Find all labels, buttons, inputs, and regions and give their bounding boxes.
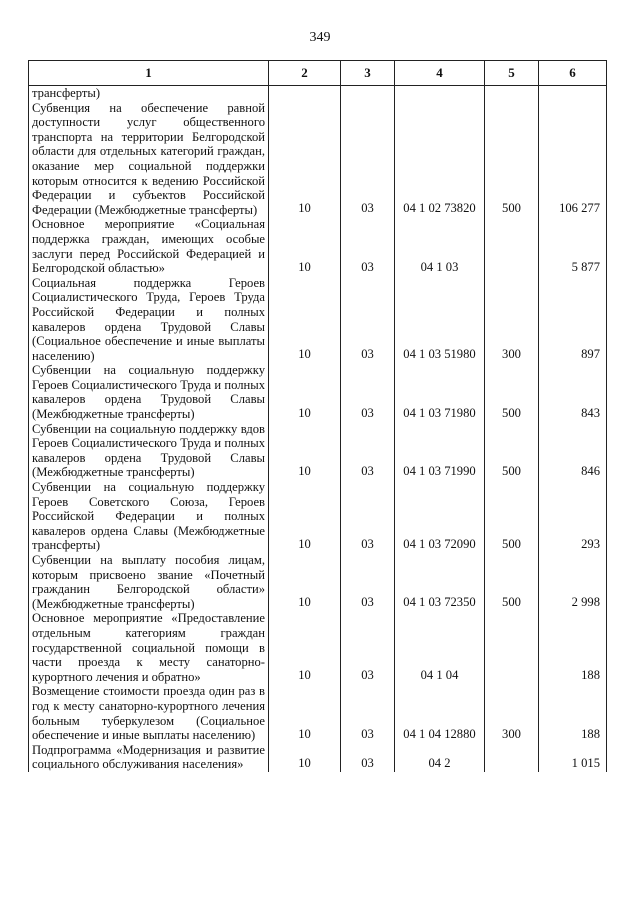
cell-amount <box>539 86 607 101</box>
table-row <box>29 480 607 553</box>
cell-amount: 188 <box>539 684 607 742</box>
cell-section: 10 <box>269 101 341 218</box>
row-description: Субвенции на выплату пособия лицам, которым присвоено звание «Почетный гражданин Белгородской области» (Межбюджетные трансферты) <box>29 553 269 611</box>
cell-expense-type: 500 <box>485 363 539 421</box>
row-description: Основное мероприятие «Социальная поддержка граждан, имеющих особые заслуги перед Российской Федерацией и Белгородской областью» <box>29 217 269 275</box>
column-header: 4 <box>395 61 485 86</box>
table-row <box>29 684 607 742</box>
table-header-row <box>29 61 607 86</box>
cell-section: 10 <box>269 553 341 611</box>
row-description: Субвенции на социальную поддержку вдов Героев Социалистического Труда и полных кавалеров ордена Трудовой Славы (Межбюджетные трансферты) <box>29 422 269 480</box>
cell-target-article: 04 1 03 <box>395 217 485 275</box>
cell-subsection: 03 <box>341 743 395 772</box>
cell-amount: 188 <box>539 611 607 684</box>
cell-subsection: 03 <box>341 276 395 364</box>
cell-target-article <box>395 86 485 101</box>
cell-expense-type: 500 <box>485 553 539 611</box>
cell-amount: 293 <box>539 480 607 553</box>
cell-section: 10 <box>269 684 341 742</box>
row-description: Подпрограмма «Модернизация и развитие социального обслуживания населения» <box>29 743 269 772</box>
table-row <box>29 101 607 218</box>
row-description: Возмещение стоимости проезда один раз в год к месту санаторно-курортного лечения больным туберкулезом (Социальное обеспечение и иные выплаты населению) <box>29 684 269 742</box>
cell-subsection: 03 <box>341 422 395 480</box>
table-row <box>29 553 607 611</box>
column-header: 2 <box>269 61 341 86</box>
cell-subsection: 03 <box>341 553 395 611</box>
table-row <box>29 276 607 364</box>
cell-section <box>269 86 341 101</box>
cell-subsection: 03 <box>341 217 395 275</box>
cell-expense-type <box>485 86 539 101</box>
cell-subsection <box>341 86 395 101</box>
row-description: Основное мероприятие «Предоставление отдельным категориям граждан государственной социальной помощи в части проезда к месту санаторно-курортного лечения и обратно» <box>29 611 269 684</box>
row-description: Субвенции на социальную поддержку Героев Советского Союза, Героев Российской Федерации и полных кавалеров ордена Славы (Межбюджетные трансферты) <box>29 480 269 553</box>
cell-amount: 897 <box>539 276 607 364</box>
table-row <box>29 743 607 772</box>
cell-section: 10 <box>269 276 341 364</box>
column-header: 1 <box>29 61 269 86</box>
cell-expense-type <box>485 611 539 684</box>
column-header: 5 <box>485 61 539 86</box>
table-row <box>29 611 607 684</box>
row-description: Субвенция на обеспечение равной доступности услуг общественного транспорта на территории Белгородской области для отдельных категорий граждан, оказание мер социальной поддержки которым относится к ведению Российской Федерации и субъектов Российской Федерации (Межбюджетные трансферты) <box>29 101 269 218</box>
row-description: трансферты) <box>29 86 269 101</box>
cell-section: 10 <box>269 480 341 553</box>
cell-amount: 843 <box>539 363 607 421</box>
row-description: Субвенции на социальную поддержку Героев Социалистического Труда и полных кавалеров ордена Трудовой Славы (Межбюджетные трансферты) <box>29 363 269 421</box>
cell-amount: 5 877 <box>539 217 607 275</box>
cell-target-article: 04 1 03 71980 <box>395 363 485 421</box>
cell-amount: 106 277 <box>539 101 607 218</box>
row-description: Социальная поддержка Героев Социалистического Труда, Героев Труда Российской Федерации и полных кавалеров ордена Трудовой Славы (Социальное обеспечение и иные выплаты населению) <box>29 276 269 364</box>
cell-amount: 2 998 <box>539 553 607 611</box>
cell-amount: 1 015 <box>539 743 607 772</box>
table-row <box>29 217 607 275</box>
cell-expense-type: 300 <box>485 684 539 742</box>
cell-subsection: 03 <box>341 480 395 553</box>
cell-target-article: 04 2 <box>395 743 485 772</box>
page-number: 349 <box>309 30 331 45</box>
cell-target-article: 04 1 03 72090 <box>395 480 485 553</box>
cell-expense-type: 500 <box>485 422 539 480</box>
column-header: 3 <box>341 61 395 86</box>
cell-subsection: 03 <box>341 684 395 742</box>
table-row <box>29 86 607 101</box>
cell-expense-type <box>485 743 539 772</box>
cell-expense-type <box>485 217 539 275</box>
cell-expense-type: 500 <box>485 480 539 553</box>
cell-target-article: 04 1 03 71990 <box>395 422 485 480</box>
budget-table <box>28 60 607 772</box>
cell-subsection: 03 <box>341 363 395 421</box>
table-row <box>29 422 607 480</box>
cell-target-article: 04 1 04 <box>395 611 485 684</box>
cell-subsection: 03 <box>341 611 395 684</box>
cell-section: 10 <box>269 363 341 421</box>
cell-section: 10 <box>269 217 341 275</box>
cell-section: 10 <box>269 743 341 772</box>
cell-amount: 846 <box>539 422 607 480</box>
cell-subsection: 03 <box>341 101 395 218</box>
cell-section: 10 <box>269 611 341 684</box>
cell-target-article: 04 1 03 51980 <box>395 276 485 364</box>
table-row <box>29 363 607 421</box>
cell-expense-type: 300 <box>485 276 539 364</box>
cell-target-article: 04 1 03 72350 <box>395 553 485 611</box>
column-header: 6 <box>539 61 607 86</box>
cell-target-article: 04 1 04 12880 <box>395 684 485 742</box>
cell-target-article: 04 1 02 73820 <box>395 101 485 218</box>
cell-expense-type: 500 <box>485 101 539 218</box>
cell-section: 10 <box>269 422 341 480</box>
